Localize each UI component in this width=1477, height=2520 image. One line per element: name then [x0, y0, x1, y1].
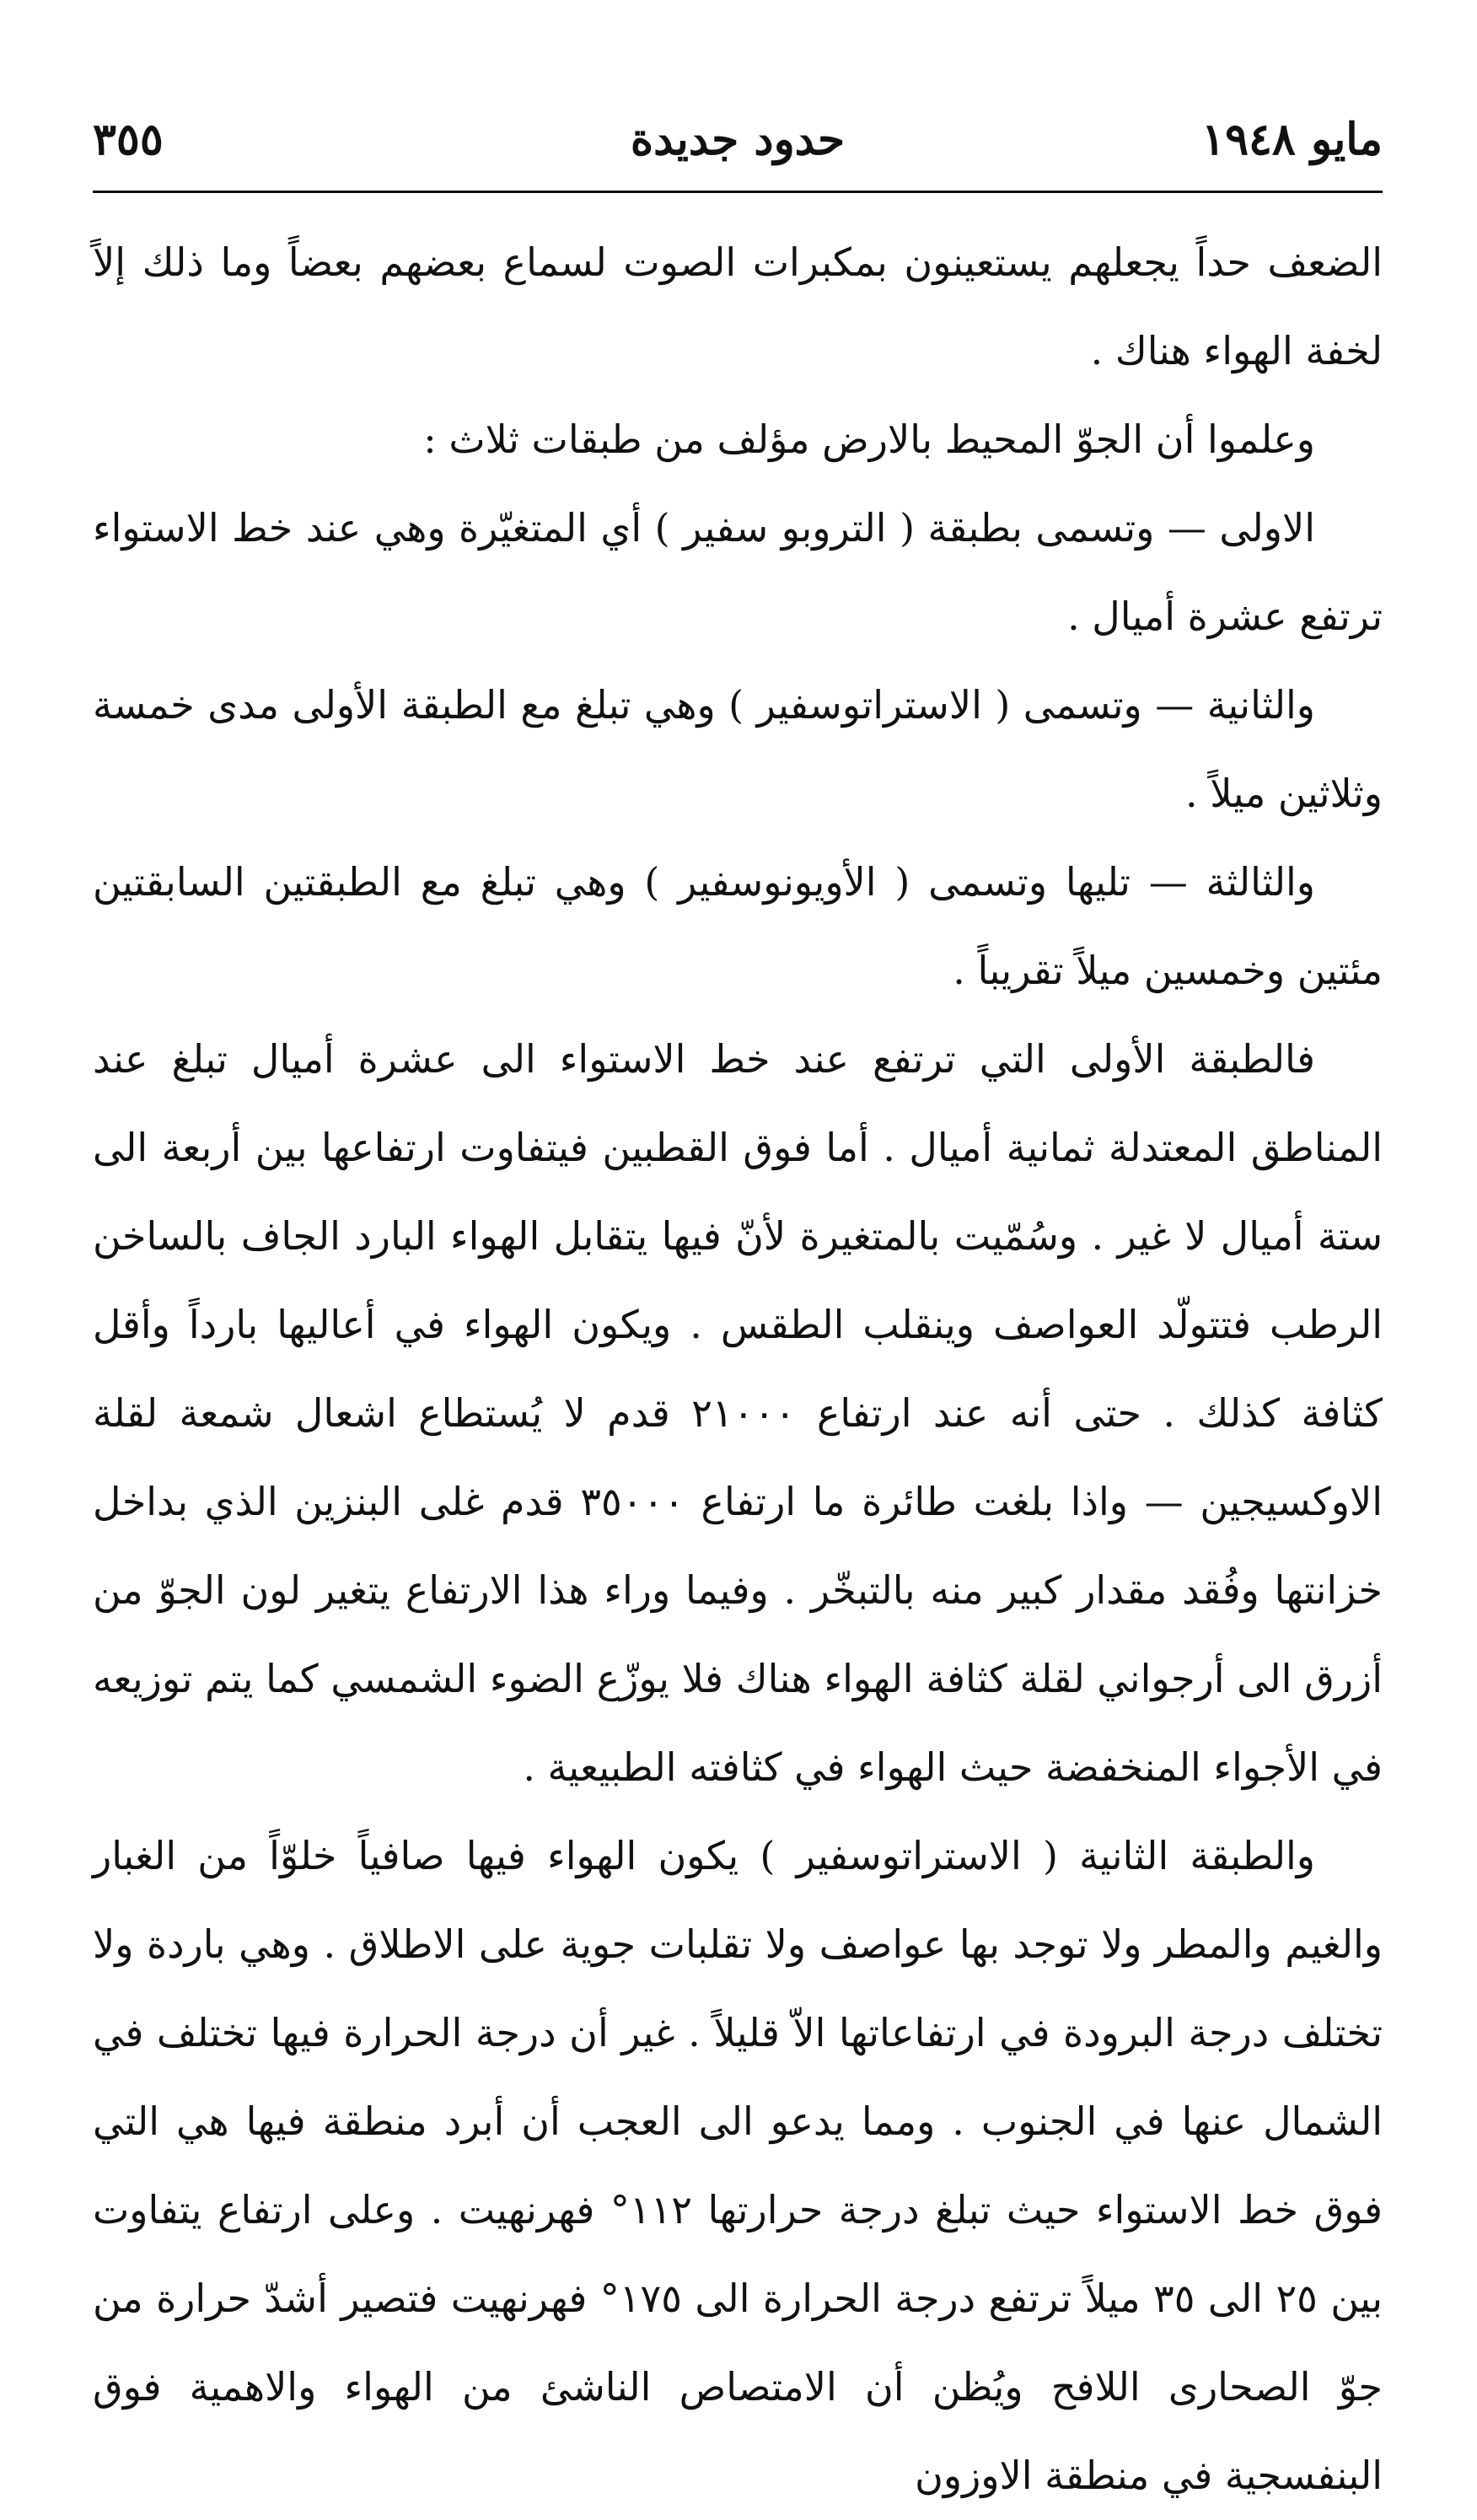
page-number: ٣٥٥	[93, 114, 164, 165]
paragraph-first-layer: الاولى — وتسمى بطبقة ( التروبو سفير ) أي المتغيّرة وهي عند خط الاستواء ترتفع عشرة أميال .	[93, 505, 1383, 639]
header-date: مايو ١٩٤٨	[1201, 114, 1383, 165]
header-title: حدود جديدة	[630, 114, 846, 165]
header-rule	[93, 191, 1383, 193]
paragraph-continuation: الضعف حداً يجعلهم يستعينون بمكبرات الصوت لسماع بعضهم بعضاً وما ذلك إلاً لخفة الهواء هناك .	[93, 239, 1383, 373]
paragraph-layers-intro: وعلموا أن الجوّ المحيط بالارض مؤلف من طبقات ثلاث :	[423, 416, 1315, 462]
running-header	[93, 101, 1383, 179]
paragraph-second-layer: والثانية — وتسمى ( الاستراتوسفير ) وهي تبلغ مع الطبقة الأولى مدى خمسة وثلاثين ميلاً .	[93, 682, 1383, 816]
body-text	[93, 218, 1383, 2520]
paragraph-third-layer: والثالثة — تليها وتسمى ( الأويونوسفير ) وهي تبلغ مع الطبقتين السابقتين مئتين وخمسين ميلاً تقريباً .	[93, 859, 1383, 993]
paragraph-stratosphere: والطبقة الثانية ( الاستراتوسفير ) يكون الهواء فيها صافياً خلوّاً من الغبار والغيم والمطر ولا توجد بها عواصف ولا تقلبات جوية على الاطلاق . وهي باردة ولا تختلف درجة البرودة في ارتفاعاتها الاّ قليلاً . غير أن درجة الحرارة فيها تختلف في الشمال عنها في الجنوب . ومما يدعو الى العجب أن أبرد منطقة فيها هي التي فوق خط الاستواء حيث تبلغ درجة حرارتها ١١٢° فهرنهيت . وعلى ارتفاع يتفاوت بين ٢٥ الى ٣٥ ميلاً ترتفع درجة الحرارة الى ١٧٥° فهرنهيت فتصير أشدّ حرارة من جوّ الصحارى اللافح ويُظن أن الامتصاص الناشئ من الهواء والاهمية فوق البنفسجية في منطقة الاوزون	[93, 1833, 1383, 2498]
paragraph-troposphere: فالطبقة الأولى التي ترتفع عند خط الاستواء الى عشرة أميال تبلغ عند المناطق المعتدلة ثمانية أميال . أما فوق القطبين فيتفاوت ارتفاعها بين أربعة الى ستة أميال لا غير . وسُمّيت بالمتغيرة لأنّ فيها يتقابل الهواء البارد الجاف بالساخن الرطب فتتولّد العواصف وينقلب الطقس . ويكون الهواء في أعاليها بارداً وأقل كثافة كذلك . حتى أنه عند ارتفاع ٢١٠٠٠ قدم لا يُستطاع اشعال شمعة لقلة الاوكسيجين — واذا بلغت طائرة ما ارتفاع ٣٥٠٠٠ قدم غلى البنزين الذي بداخل خزانتها وفُقد مقدار كبير منه بالتبخّر . وفيما وراء هذا الارتفاع يتغير لون الجوّ من أزرق الى أرجواني لقلة كثافة الهواء هناك فلا يوزّع الضوء الشمسي كما يتم توزيعه في الأجواء المنخفضة حيث الهواء في كثافته الطبيعية .	[93, 1036, 1383, 1790]
book-page	[93, 101, 1383, 2498]
